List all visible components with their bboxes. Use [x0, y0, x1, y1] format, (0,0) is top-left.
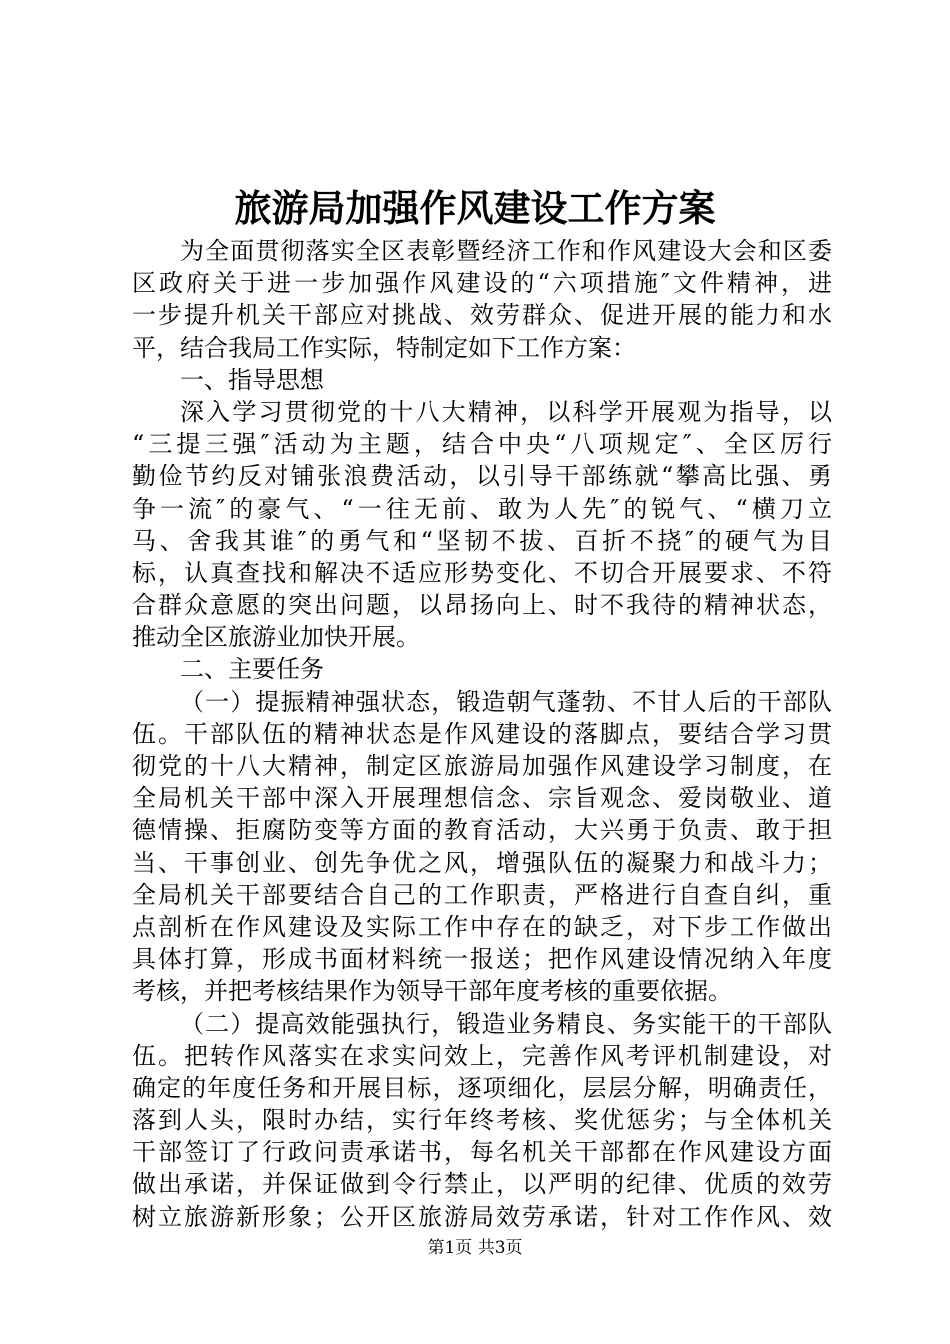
section-heading-guiding-ideology: 一、指导思想	[180, 365, 324, 394]
body-line: （二）提高效能强执行，锻造业务精良、务实能干的干部队	[180, 1009, 832, 1038]
body-line: 推动全区旅游业加快开展。	[132, 623, 420, 652]
body-line: 马、舍我其谁″的勇气和“坚韧不拔、百折不挠″的硬气为目	[132, 526, 832, 555]
document-title: 旅游局加强作风建设工作方案	[234, 186, 716, 230]
body-line: “三提三强″活动为主题，结合中央“八项规定″、全区厉行	[132, 430, 832, 459]
body-line: 彻党的十八大精神，制定区旅游局加强作风建设学习制度，在	[132, 752, 832, 780]
body-line: 平，结合我局工作实际，特制定如下工作方案：	[132, 333, 636, 362]
body-line: （一）提振精神强状态，锻造朝气蓬勃、不甘人后的干部队	[180, 687, 832, 716]
body-line: 具体打算，形成书面材料统一报送；把作风建设情况纳入年度	[132, 945, 832, 974]
body-line: 伍。把转作风落实在求实问效上，完善作风考评机制建设，对	[132, 1041, 832, 1070]
body-line: 为全面贯彻落实全区表彰暨经济工作和作风建设大会和区委	[180, 237, 832, 265]
body-line: 深入学习贯彻党的十八大精神，以科学开展观为指导，以	[180, 397, 832, 426]
body-line: 一步提升机关干部应对挑战、效劳群众、促进开展的能力和水	[132, 301, 832, 330]
body-line: 考核，并把考核结果作为领导干部年度考核的重要依据。	[132, 977, 732, 1006]
body-line: 当、干事创业、创先争优之风，增强队伍的凝聚力和战斗力；	[132, 848, 832, 877]
body-line: 区政府关于进一步加强作风建设的“六项措施″文件精神，进	[132, 269, 832, 298]
body-line: 伍。干部队伍的精神状态是作风建设的落脚点，要结合学习贯	[132, 719, 832, 748]
page-number-footer: 第1页 共3页	[427, 1238, 523, 1258]
body-line: 全局机关干部要结合自己的工作职责，严格进行自查自纠，重	[132, 880, 832, 909]
body-line: 做出承诺，并保证做到令行禁止，以严明的纪律、优质的效劳	[132, 1170, 832, 1199]
body-line: 落到人头，限时办结，实行年终考核、奖优惩劣；与全体机关	[132, 1106, 832, 1135]
body-line: 全局机关干部中深入开展理想信念、宗旨观念、爱岗敬业、道	[132, 784, 832, 813]
body-line: 标，认真查找和解决不适应形势变化、不切合开展要求、不符	[132, 558, 832, 587]
body-line: 点剖析在作风建设及实际工作中存在的缺乏，对下步工作做出	[132, 912, 832, 941]
body-line: 勤俭节约反对铺张浪费活动，以引导干部练就“攀高比强、勇	[132, 462, 832, 491]
document-body	[132, 235, 832, 1233]
section-heading-main-tasks: 二、主要任务	[180, 655, 324, 684]
body-line: 树立旅游新形象；公开区旅游局效劳承诺，针对工作作风、效	[132, 1202, 832, 1231]
body-line: 确定的年度任务和开展目标，逐项细化，层层分解，明确责任，	[132, 1073, 832, 1102]
body-line: 干部签订了行政问责承诺书，每名机关干部都在作风建设方面	[132, 1138, 832, 1167]
body-line: 合群众意愿的突出问题，以昂扬向上、时不我待的精神状态，	[132, 591, 832, 620]
body-line: 争一流″的豪气、“一往无前、敢为人先″的锐气、“横刀立	[132, 494, 832, 523]
body-line: 德情操、拒腐防变等方面的教育活动，大兴勇于负责、敢于担	[132, 816, 832, 845]
